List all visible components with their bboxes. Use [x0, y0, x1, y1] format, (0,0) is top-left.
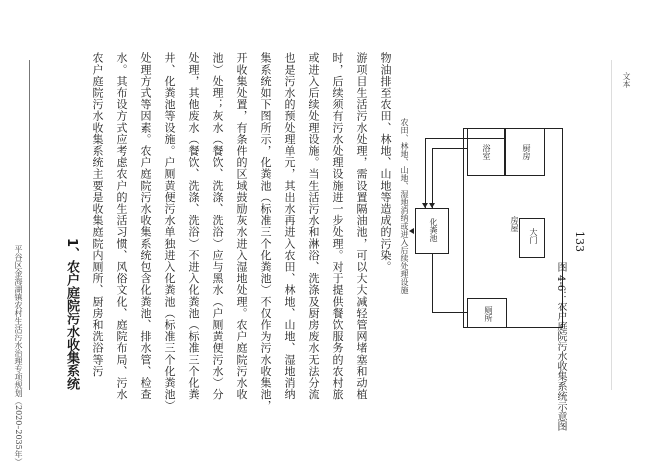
page-number: 133	[573, 231, 586, 252]
kitchen-label: 厨房	[522, 144, 531, 160]
body-line: 池）处理；灰水（餐饮、洗涤、洗浴）应与黑水（户厕黄便污水）分	[211, 52, 224, 400]
pipe-line	[432, 254, 433, 312]
header-divider	[29, 60, 30, 390]
body-line: 游项目生活污水处理，需设置隔油池，可以大大减轻管网堵塞和动植	[355, 52, 368, 400]
body-line: 集系统如下图所示，化粪池（标准三个化粪池）不仅作为污水收集池，	[259, 52, 272, 412]
running-header-right: 文本	[622, 72, 631, 88]
body-line: 时，后续须有污水处理设施进一步处理。对于提供餐饮服务的农村旅	[331, 52, 344, 400]
footer-divider	[611, 60, 612, 390]
pipe-line	[425, 138, 505, 139]
bathroom-label: 浴室	[482, 144, 491, 160]
section-title: 1、农户庭院污水收集系统	[64, 238, 79, 391]
house-label: 房屋	[510, 216, 519, 232]
body-line: 井、化粪池等设施。户厕黄便污水单独进入化粪池（标准三个化粪池）	[163, 52, 176, 412]
pipe-line	[425, 138, 426, 208]
body-line: 物油排至农田、林地、山地等造成的污染。	[379, 52, 392, 273]
body-line: 处理方式等因素。农户庭院污水收集系统包含化粪池、排水管、检查	[139, 52, 152, 400]
running-header-left: 平谷区金海湖镇农村生活污水治理专项规划（2020–2035年）	[14, 245, 23, 466]
gate-label: 大门	[529, 228, 538, 244]
sewage-collection-diagram	[405, 108, 570, 343]
body-line: 开收集处置，有条件的区域鼓励灰水进入湿地处理。农户庭院污水收	[235, 52, 248, 400]
body-line: 水。其布设方式应考虑农户的生活习惯、风俗文化、庭院布局、污水	[115, 52, 128, 400]
flow-arrow	[429, 203, 435, 208]
figure-note: 农田、林地、山地、湿地消纳或进入后续处理设施	[400, 118, 409, 294]
pipe-line	[432, 148, 467, 149]
pipe-line	[432, 312, 467, 313]
pipe-line	[415, 231, 416, 232]
body-line: 处理，其他废水（餐饮、洗涤、洗浴）不进入化粪池（标准三个化粪	[187, 52, 200, 400]
body-line: 或进入后续处理设施。当生活污水和淋浴、洗涤及厨房废水无法分流	[307, 52, 320, 400]
pipe-line	[432, 148, 433, 208]
toilet-label: 厕所	[484, 306, 493, 322]
septic-tank-label: 化粪池	[429, 218, 438, 242]
body-line: 农户庭院污水收集系统主要是收集庭院内厕所、厨房和洗浴等污	[91, 52, 104, 377]
body-line: 也是污水的预处理单元，其出水再进入农田、林地、山地、湿地消纳	[283, 52, 296, 400]
flow-arrow	[422, 203, 428, 208]
figure-caption: 图 4-6：农户庭院污水收集系统示意图	[555, 262, 566, 432]
flow-arrow	[409, 228, 414, 234]
